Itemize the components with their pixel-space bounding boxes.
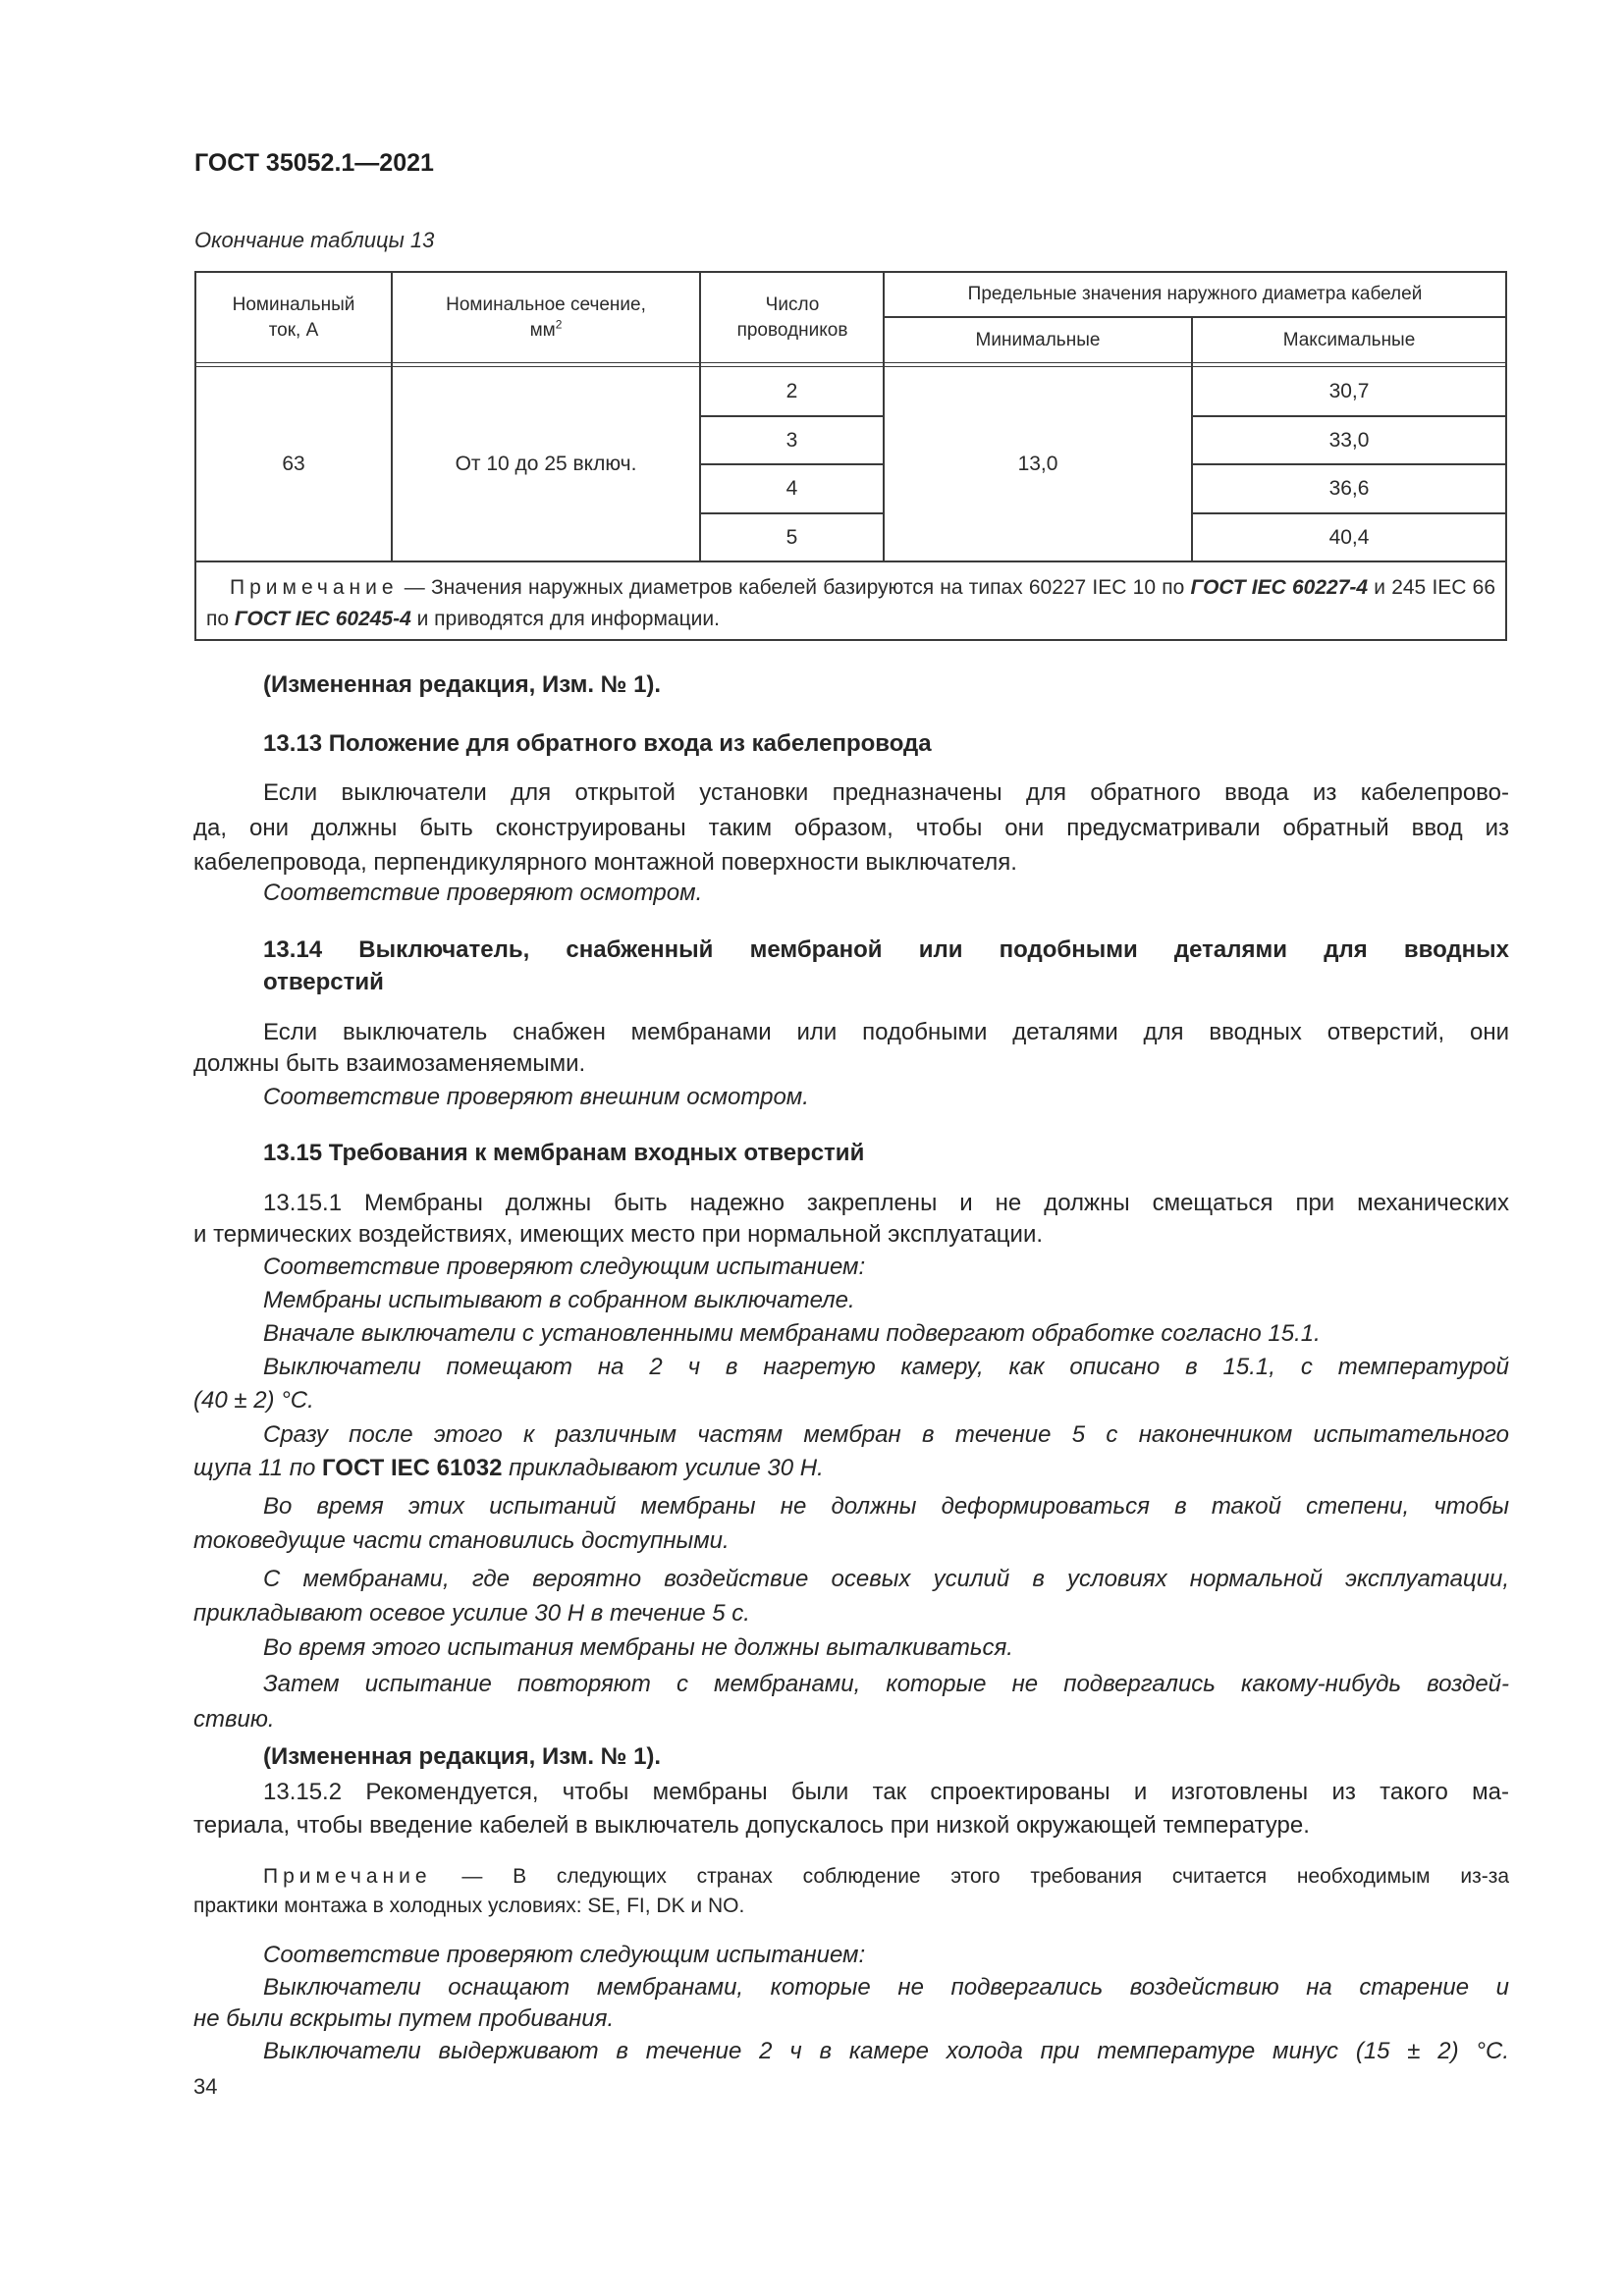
test-line: Сразу после этого к различным частям мембран в течение 5 с наконечником испытательного (263, 1421, 1509, 1448)
cell-rated-current: 63 (282, 452, 305, 475)
cell-min-diameter: 13,0 (1017, 452, 1058, 475)
test-line: Во время этих испытаний мембраны не должны деформироваться в такой степени, чтобы (263, 1493, 1509, 1520)
test-line: не были вскрыты путем пробивания. (193, 2005, 615, 2032)
cell-max-diameter: 40,4 (1328, 525, 1370, 549)
test-line: Во время этого испытания мембраны не должны выталкиваться. (263, 1634, 1013, 1661)
test-line: Выключатели выдерживают в течение 2 ч в камере холода при температуре минус (15 ± 2) °C. (263, 2038, 1509, 2064)
test-line: Выключатели оснащают мембранами, которые не подвергались воздействию на старение и (263, 1974, 1509, 2001)
header-rated-current: Номинальный ток, А (232, 294, 355, 341)
paragraph-line: и термических воздействиях, имеющих место при нормальной эксплуатации. (193, 1221, 1044, 1248)
note-label: Примечание (230, 576, 399, 599)
section-heading-13-13: 13.13 Положение для обратного входа из кабелепровода (263, 730, 932, 757)
section-heading-13-14: 13.14 Выключатель, снабженный мембраной или подобными деталями для вводных (263, 936, 1509, 963)
paragraph-line: Если выключатель снабжен мембранами или подобными деталями для вводных отверстий, они (263, 1019, 1509, 1045)
paragraph-line: 13.15.1 Мембраны должны быть надежно закреплены и не должны смещаться при механических (263, 1190, 1509, 1216)
paragraph-line: должны быть взаимозаменяемыми. (193, 1050, 586, 1077)
test-line: ствию. (193, 1706, 275, 1733)
cell-max-diameter: 36,6 (1328, 477, 1370, 500)
paragraph-line: 13.15.2 Рекомендуется, чтобы мембраны были так спроектированы и изготовлены из такого ма- (263, 1779, 1509, 1805)
compliance-check: Соответствие проверяют внешним осмотром. (263, 1084, 809, 1110)
cell-conductors: 2 (785, 379, 798, 402)
test-line-probe: щупа 11 по ГОСТ IEC 61032 прикладывают усилие 30 Н. (193, 1455, 824, 1481)
page-number: 34 (193, 2074, 218, 2099)
amendment-note: (Измененная редакция, Изм. № 1). (263, 1743, 662, 1770)
test-line: Выключатели помещают на 2 ч в нагретую камеру, как описано в 15.1, с температурой (263, 1354, 1509, 1380)
standard-reference: ГОСТ IEC 60227-4 (1190, 576, 1369, 599)
amendment-note: (Измененная редакция, Изм. № 1). (263, 671, 662, 698)
table-13 (194, 271, 1507, 641)
table-note-divider (194, 561, 1507, 562)
test-line: Соответствие проверяют следующим испытанием: (263, 1942, 866, 1968)
header-max: Максимальные (1282, 329, 1416, 350)
test-line: С мембранами, где вероятно воздействие осевых усилий в условиях нормальной эксплуатации, (263, 1566, 1509, 1592)
table-border-right (1505, 271, 1507, 641)
table-border-bottom (194, 639, 1507, 641)
cell-conductors: 4 (785, 477, 798, 500)
standard-reference: ГОСТ IEC 61032 (321, 1455, 503, 1481)
test-line: прикладывают осевое усилие 30 Н в течение 5 с. (193, 1600, 750, 1627)
cell-max-diameter: 33,0 (1328, 428, 1370, 452)
test-line: токоведущие части становились доступными. (193, 1527, 730, 1554)
table-note: Примечание — Значения наружных диаметров кабелей базируются на типах 60227 IEC 10 по ГОСТ IEC 60227-4 и 245 IEC 66 по ГОСТ IEC 60245-4 и приводятся для информации. (206, 576, 1496, 630)
header-cross-section-label: Номинальное сечение, $мм^2$ (446, 294, 646, 341)
cell-max-diameter: 30,7 (1328, 379, 1370, 402)
document-id-header: ГОСТ 35052.1—2021 (194, 149, 434, 177)
note-line: Примечание — В следующих странах соблюдение этого требования считается необходимым из-за (263, 1865, 1509, 1888)
test-line: Соответствие проверяют следующим испытанием: (263, 1254, 866, 1280)
test-line: Затем испытание повторяют с мембранами, которые не подвергались какому-нибудь воздей- (263, 1671, 1509, 1697)
test-line: (40 ± 2) °C. (193, 1387, 314, 1414)
header-min: Минимальные (975, 329, 1101, 350)
section-heading-13-14-cont: отверстий (263, 969, 384, 995)
section-heading-13-15: 13.15 Требования к мембранам входных отверстий (263, 1140, 865, 1166)
cell-cross-section: От 10 до 25 включ. (455, 452, 637, 475)
test-line: Вначале выключатели с установленными мембранами подвергают обработке согласно 15.1. (263, 1320, 1321, 1347)
cell-conductors: 3 (785, 428, 798, 452)
header-conductors: Число проводников (736, 294, 848, 341)
table-caption: Окончание таблицы 13 (194, 228, 435, 252)
note-line: практики монтажа в холодных условиях: SE, FI, DK и NO. (193, 1895, 745, 1917)
standard-reference: ГОСТ IEC 60245-4 (234, 608, 411, 630)
paragraph-line: териала, чтобы введение кабелей в выключатель допускалось при низкой окружающей температуре. (193, 1812, 1310, 1839)
header-cross-section (393, 273, 699, 363)
header-diameter-limits: Предельные значения наружного диаметра кабелей (967, 284, 1423, 304)
paragraph-line: да, они должны быть сконструированы таким образом, чтобы они предусматривали обратный ввод из (193, 815, 1509, 841)
note-label: Примечание (263, 1865, 432, 1888)
paragraph-line: Если выключатели для открытой установки предназначены для обратного ввода из кабелепрово- (263, 779, 1509, 806)
cell-conductors: 5 (785, 525, 798, 549)
paragraph-line: кабелепровода, перпендикулярного монтажной поверхности выключателя. (193, 849, 1017, 876)
test-line: Мембраны испытывают в собранном выключателе. (263, 1287, 855, 1313)
compliance-check: Соответствие проверяют осмотром. (263, 880, 703, 906)
